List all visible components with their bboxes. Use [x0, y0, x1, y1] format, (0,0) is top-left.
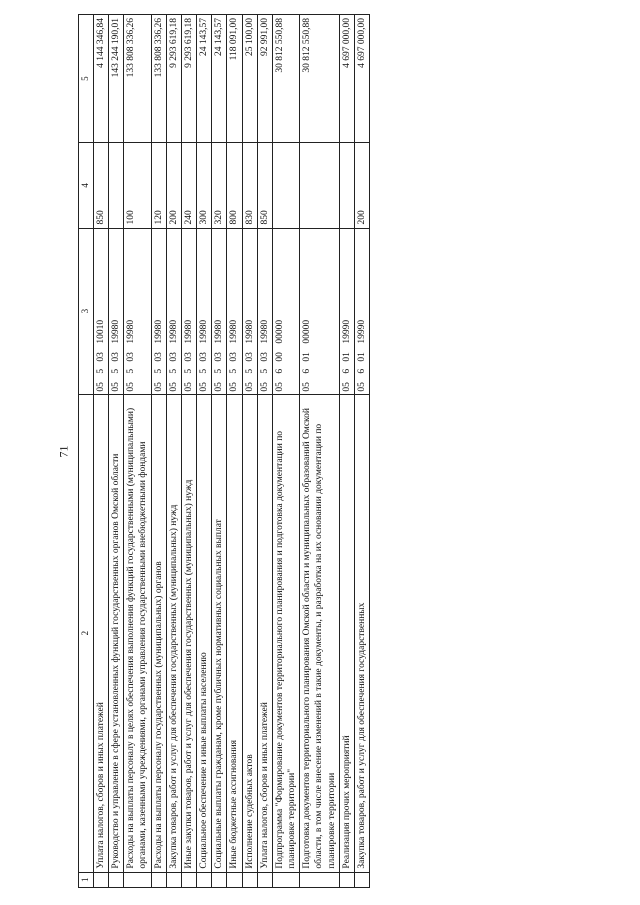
- code-part-4: 19990: [341, 319, 352, 344]
- code-part-3: 03: [229, 352, 240, 362]
- row-name-cell: Социальное обеспечение и иные выплаты населению: [197, 394, 212, 872]
- row-code-cell: [227, 228, 242, 394]
- row-expense-type-cell: 800: [227, 143, 242, 228]
- row-name-cell: Закупка товаров, работ и услуг для обеспечения государственных: [354, 394, 369, 872]
- code-part-2: 5: [214, 368, 225, 374]
- row-code-cell: [197, 228, 212, 394]
- row-expense-type-cell: 850: [94, 143, 109, 228]
- table-row: [272, 15, 299, 888]
- row-amount-cell: 9 293 619,18: [166, 15, 181, 143]
- row-amount-cell: 133 808 336,26: [151, 15, 166, 143]
- row-name-cell: Расходы на выплаты персоналу государственных (муниципальных) органов: [151, 394, 166, 872]
- code-part-4: 00000: [274, 319, 285, 344]
- row-blank-cell: [151, 872, 166, 887]
- row-code-cell: [272, 228, 299, 394]
- row-name-cell: Уплата налогов, сборов и иных платежей: [94, 394, 109, 872]
- code-part-3: 03: [244, 352, 255, 362]
- row-amount-cell: 9 293 619,18: [181, 15, 196, 143]
- row-amount-cell: 118 091,00: [227, 15, 242, 143]
- row-name-cell: Исполнение судебных актов: [242, 394, 257, 872]
- code-part-1: 05: [356, 382, 367, 392]
- code-part-2: 5: [96, 368, 106, 374]
- table-row: [300, 15, 339, 888]
- code-part-3: 01: [341, 352, 352, 362]
- row-name-cell: Расходы на выплаты персоналу в целях обеспечения выполнения функций государственными (муниципальными) органами, казенными учреждениями, органами управления государственными внебюджетными фондами: [124, 394, 151, 872]
- code-part-1: 05: [96, 382, 106, 392]
- code-part-4: 10010: [96, 319, 106, 344]
- row-amount-cell: 4 144 346,84: [94, 15, 109, 143]
- code-part-4: 19990: [356, 319, 367, 344]
- row-expense-type-cell: 320: [212, 143, 227, 228]
- code-part-2: 5: [168, 368, 179, 374]
- table-row: [166, 15, 181, 888]
- table-row: [151, 15, 166, 888]
- table-row: [94, 15, 109, 888]
- table-row: [212, 15, 227, 888]
- code-part-3: 03: [214, 352, 225, 362]
- code-part-2: 5: [126, 368, 137, 374]
- row-expense-type-cell: [109, 143, 124, 228]
- row-name-cell: Подпрограмма "Формирование документов территориального планирования и подготовка документации по планировке территории": [272, 394, 299, 872]
- code-part-1: 05: [214, 382, 225, 392]
- row-name-cell: Иные закупки товаров, работ и услуг для обеспечения государственных (муниципальных) нужд: [181, 394, 196, 872]
- row-code-cell: [181, 228, 196, 394]
- code-part-4: 19980: [214, 319, 225, 344]
- code-part-3: 03: [183, 352, 194, 362]
- row-amount-cell: 24 143,57: [197, 15, 212, 143]
- header-col-1: 1: [79, 872, 94, 887]
- table-row: [181, 15, 196, 888]
- row-amount-cell: 25 100,00: [242, 15, 257, 143]
- row-expense-type-cell: 300: [197, 143, 212, 228]
- row-blank-cell: [242, 872, 257, 887]
- code-part-4: 19980: [153, 319, 164, 344]
- code-part-3: 01: [356, 352, 367, 362]
- code-part-3: 03: [168, 352, 179, 362]
- code-part-3: 03: [153, 352, 164, 362]
- row-expense-type-cell: 850: [257, 143, 272, 228]
- row-blank-cell: [257, 872, 272, 887]
- row-name-cell: Подготовка документов территориального планирования Омской области и муниципальных образований Омской области, в том числе внесение изменений в такие документы, и разработка на их основании документации по планировке территории: [300, 394, 339, 872]
- code-part-2: 6: [302, 368, 313, 374]
- code-part-4: 19980: [229, 319, 240, 344]
- header-col-5: 5: [79, 15, 94, 143]
- code-part-1: 05: [244, 382, 255, 392]
- table-row: [339, 15, 354, 888]
- row-blank-cell: [124, 872, 151, 887]
- row-name-cell: Уплата налогов, сборов и иных платежей: [257, 394, 272, 872]
- code-part-4: 19980: [259, 319, 270, 344]
- row-name-cell: Закупка товаров, работ и услуг для обеспечения государственных (муниципальных) нужд: [166, 394, 181, 872]
- row-code-cell: [166, 228, 181, 394]
- code-part-1: 05: [126, 382, 137, 392]
- table-header-row: [79, 15, 94, 888]
- header-col-2: 2: [79, 394, 94, 872]
- budget-table-sheet: [78, 14, 600, 888]
- row-code-cell: [354, 228, 369, 394]
- row-name-cell: Иные бюджетные ассигнования: [227, 394, 242, 872]
- row-blank-cell: [354, 872, 369, 887]
- code-part-2: 6: [341, 368, 352, 374]
- row-blank-cell: [339, 872, 354, 887]
- table-row: [109, 15, 124, 888]
- row-code-cell: [94, 228, 109, 394]
- code-part-2: 5: [244, 368, 255, 374]
- row-blank-cell: [300, 872, 339, 887]
- code-part-2: 5: [229, 368, 240, 374]
- code-part-3: 03: [111, 352, 122, 362]
- code-part-2: 5: [259, 368, 270, 374]
- code-part-4: 19980: [199, 319, 210, 344]
- row-amount-cell: 30 812 550,88: [272, 15, 299, 143]
- row-blank-cell: [197, 872, 212, 887]
- row-blank-cell: [227, 872, 242, 887]
- code-part-3: 03: [126, 352, 137, 362]
- row-expense-type-cell: [339, 143, 354, 228]
- code-part-4: 19980: [168, 319, 179, 344]
- code-part-2: 5: [153, 368, 164, 374]
- row-expense-type-cell: 200: [166, 143, 181, 228]
- row-expense-type-cell: [300, 143, 339, 228]
- row-code-cell: [212, 228, 227, 394]
- header-col-4: 4: [79, 143, 94, 228]
- row-amount-cell: 133 808 336,26: [124, 15, 151, 143]
- code-part-3: 03: [259, 352, 270, 362]
- row-code-cell: [124, 228, 151, 394]
- row-name-cell: Социальные выплаты гражданам, кроме публичных нормативных социальных выплат: [212, 394, 227, 872]
- row-name-cell: Реализация прочих мероприятий: [339, 394, 354, 872]
- row-amount-cell: 92 991,00: [257, 15, 272, 143]
- code-part-4: 19980: [244, 319, 255, 344]
- code-part-1: 05: [111, 382, 122, 392]
- code-part-1: 05: [199, 382, 210, 392]
- table-row: [354, 15, 369, 888]
- row-code-cell: [242, 228, 257, 394]
- row-amount-cell: 143 244 190,01: [109, 15, 124, 143]
- code-part-3: 03: [199, 352, 210, 362]
- table-row: [227, 15, 242, 888]
- row-code-cell: [109, 228, 124, 394]
- row-expense-type-cell: 200: [354, 143, 369, 228]
- code-part-2: 6: [274, 368, 285, 374]
- row-blank-cell: [166, 872, 181, 887]
- code-part-1: 05: [229, 382, 240, 392]
- row-code-cell: [300, 228, 339, 394]
- code-part-1: 05: [183, 382, 194, 392]
- row-expense-type-cell: 830: [242, 143, 257, 228]
- code-part-4: 00000: [302, 319, 313, 344]
- table-row: [197, 15, 212, 888]
- row-code-cell: [339, 228, 354, 394]
- row-code-cell: [257, 228, 272, 394]
- row-blank-cell: [109, 872, 124, 887]
- table-row: [257, 15, 272, 888]
- code-part-4: 19980: [183, 319, 194, 344]
- row-expense-type-cell: 120: [151, 143, 166, 228]
- code-part-1: 05: [153, 382, 164, 392]
- code-part-4: 19980: [126, 319, 137, 344]
- row-code-cell: [151, 228, 166, 394]
- code-part-2: 5: [183, 368, 194, 374]
- code-part-2: 6: [356, 368, 367, 374]
- row-amount-cell: 4 697 000,00: [339, 15, 354, 143]
- header-col-3: 3: [79, 228, 94, 394]
- code-part-1: 05: [274, 382, 285, 392]
- row-expense-type-cell: [272, 143, 299, 228]
- code-part-3: 01: [302, 352, 313, 362]
- budget-table: [78, 14, 370, 888]
- row-blank-cell: [94, 872, 109, 887]
- table-row: [124, 15, 151, 888]
- code-part-1: 05: [259, 382, 270, 392]
- code-part-3: 03: [96, 352, 106, 362]
- row-blank-cell: [272, 872, 299, 887]
- row-amount-cell: 30 812 550,88: [300, 15, 339, 143]
- row-expense-type-cell: 240: [181, 143, 196, 228]
- row-blank-cell: [181, 872, 196, 887]
- code-part-1: 05: [302, 382, 313, 392]
- row-expense-type-cell: 100: [124, 143, 151, 228]
- row-blank-cell: [212, 872, 227, 887]
- code-part-2: 5: [111, 368, 122, 374]
- row-amount-cell: 24 143,57: [212, 15, 227, 143]
- row-amount-cell: 4 697 000,00: [354, 15, 369, 143]
- table-row: [242, 15, 257, 888]
- code-part-2: 5: [199, 368, 210, 374]
- code-part-4: 19980: [111, 319, 122, 344]
- code-part-1: 05: [341, 382, 352, 392]
- row-name-cell: Руководство и управление в сфере установленных функций государственных органов Омской области: [109, 394, 124, 872]
- code-part-1: 05: [168, 382, 179, 392]
- code-part-3: 00: [274, 352, 285, 362]
- page-number: 71: [56, 445, 71, 458]
- table-body: [94, 15, 370, 888]
